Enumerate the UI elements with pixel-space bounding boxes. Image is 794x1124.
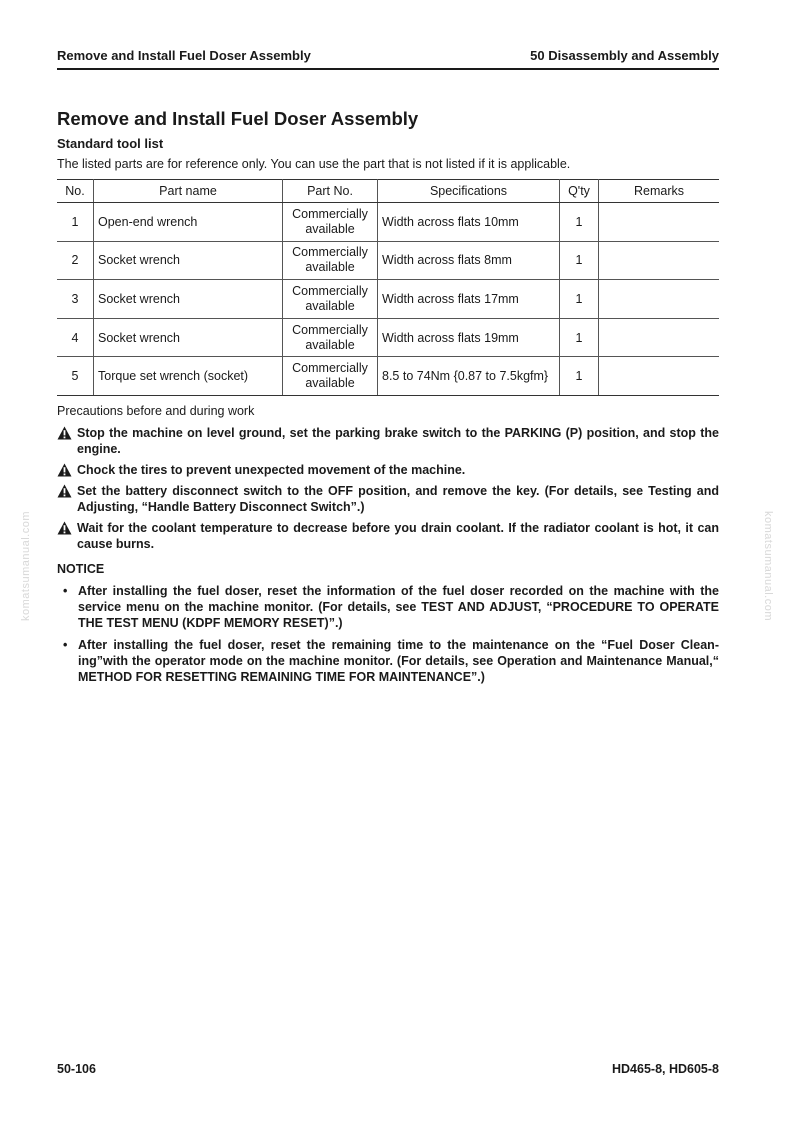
bullet-icon: • — [63, 638, 68, 652]
header-chapter-title: 50 Disassembly and Assembly — [530, 48, 719, 63]
warning-list — [57, 425, 719, 557]
warning-item — [57, 425, 719, 457]
warning-triangle-icon — [57, 483, 77, 499]
part-no-line-1: Commercially — [292, 283, 368, 298]
column-header-part-name: Part name — [94, 180, 283, 203]
cell-part-name: Socket wrench — [94, 241, 283, 280]
warning-triangle-icon — [57, 462, 77, 478]
notice-list — [57, 583, 719, 691]
cell-part-no — [283, 280, 378, 319]
part-no-line-2: available — [305, 221, 355, 236]
cell-specifications: Width across flats 19mm — [378, 318, 560, 357]
part-no-line-2: available — [305, 376, 355, 391]
cell-specifications: Width across flats 8mm — [378, 241, 560, 280]
page-title: Remove and Install Fuel Doser Assembly — [57, 108, 419, 129]
cell-qty: 1 — [560, 357, 599, 396]
warning-text: Wait for the coolant temperature to decrease before you drain coolant. If the radiator coolant is hot, it can cause burns. — [77, 521, 719, 551]
part-no-line-1: Commercially — [292, 245, 368, 260]
header-rule — [57, 68, 719, 70]
cell-part-no — [283, 318, 378, 357]
watermark-left: komatsumanual.com — [20, 511, 32, 621]
page-footer — [57, 1062, 719, 1076]
table-row — [57, 357, 719, 396]
page-number: 50-106 — [57, 1062, 96, 1076]
warning-triangle-icon — [57, 520, 77, 536]
notice-text: After installing the fuel doser, reset the information of the fuel doser recorded on the machine with the service menu on the machine monitor. (For details, see TEST AND ADJUST, “PROCEDURE TO OPERATE THE TEST MENU (KDPF MEMORY RESET)”.) — [78, 584, 719, 630]
page-header — [57, 48, 719, 63]
tool-list-heading: Standard tool list — [57, 136, 164, 151]
warning-triangle-icon — [57, 425, 77, 441]
cell-no: 4 — [57, 318, 94, 357]
cell-part-name: Torque set wrench (socket) — [94, 357, 283, 396]
cell-no: 3 — [57, 280, 94, 319]
notice-item — [57, 583, 719, 631]
part-no-line-2: available — [305, 260, 355, 275]
column-header-qty: Q'ty — [560, 180, 599, 203]
tool-list-intro: The listed parts are for reference only. You can use the part that is not listed if it is applicable. — [57, 157, 571, 171]
cell-remarks — [599, 318, 720, 357]
precautions-heading: Precautions before and during work — [57, 404, 255, 418]
cell-qty: 1 — [560, 280, 599, 319]
table-row — [57, 203, 719, 242]
column-header-no: No. — [57, 180, 94, 203]
watermark-right: komatsumanual.com — [762, 511, 774, 621]
warning-item — [57, 520, 719, 552]
part-no-line-1: Commercially — [292, 322, 368, 337]
cell-no: 2 — [57, 241, 94, 280]
table-row — [57, 318, 719, 357]
part-no-line-1: Commercially — [292, 361, 368, 376]
table-row — [57, 280, 719, 319]
cell-remarks — [599, 241, 720, 280]
cell-part-name: Socket wrench — [94, 280, 283, 319]
cell-part-name: Open-end wrench — [94, 203, 283, 242]
table-row — [57, 241, 719, 280]
cell-no: 5 — [57, 357, 94, 396]
column-header-specifications: Specifications — [378, 180, 560, 203]
cell-specifications: Width across flats 17mm — [378, 280, 560, 319]
standard-tool-table — [57, 179, 719, 396]
cell-remarks — [599, 357, 720, 396]
notice-heading: NOTICE — [57, 562, 105, 576]
warning-text: Stop the machine on level ground, set the parking brake switch to the PARKING (P) position, and stop the engine. — [77, 426, 719, 456]
cell-qty: 1 — [560, 203, 599, 242]
notice-item — [57, 637, 719, 685]
part-no-line-1: Commercially — [292, 206, 368, 221]
cell-specifications: Width across flats 10mm — [378, 203, 560, 242]
cell-part-no — [283, 241, 378, 280]
warning-text: Set the battery disconnect switch to the OFF position, and remove the key. (For details, see Testing and Adjusting, “Handle Battery Disconnect Switch”.) — [77, 484, 719, 514]
cell-qty: 1 — [560, 241, 599, 280]
warning-item — [57, 462, 719, 478]
cell-qty: 1 — [560, 318, 599, 357]
table-header-row — [57, 180, 719, 203]
warning-text: Chock the tires to prevent unexpected movement of the machine. — [77, 463, 466, 477]
warning-item — [57, 483, 719, 515]
part-no-line-2: available — [305, 337, 355, 352]
column-header-remarks: Remarks — [599, 180, 720, 203]
cell-part-no — [283, 357, 378, 396]
cell-part-name: Socket wrench — [94, 318, 283, 357]
cell-no: 1 — [57, 203, 94, 242]
machine-models: HD465-8, HD605-8 — [612, 1062, 719, 1076]
cell-specifications: 8.5 to 74Nm {0.87 to 7.5kgfm} — [378, 357, 560, 396]
column-header-part-no: Part No. — [283, 180, 378, 203]
cell-remarks — [599, 203, 720, 242]
cell-remarks — [599, 280, 720, 319]
cell-part-no — [283, 203, 378, 242]
notice-text: After installing the fuel doser, reset the remaining time to the maintenance on the “Fuel Doser Cleaning”with the operator mode on the machine monitor. (For details, see Operation and Maintenance Manual,“ METHOD FOR RESETTING REMAINING TIME FOR MAINTENANCE”.) — [78, 638, 719, 684]
bullet-icon: • — [63, 584, 68, 598]
header-section-title: Remove and Install Fuel Doser Assembly — [57, 48, 311, 63]
part-no-line-2: available — [305, 298, 355, 313]
